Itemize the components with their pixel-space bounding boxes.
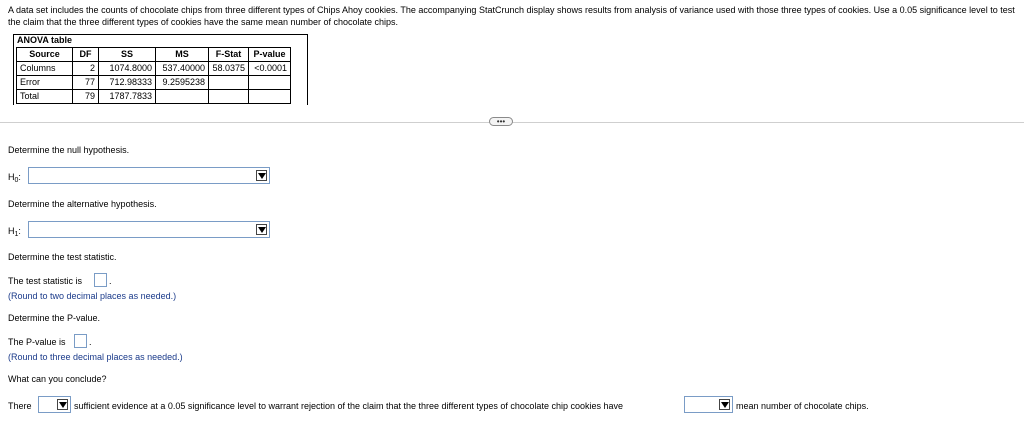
header-ss: SS bbox=[99, 48, 156, 62]
chevron-down-icon[interactable] bbox=[256, 224, 267, 235]
null-hypothesis-dropdown[interactable] bbox=[28, 167, 270, 184]
null-hypothesis-prompt: Determine the null hypothesis. bbox=[8, 145, 130, 155]
cell-ss: 1787.7833 bbox=[99, 90, 156, 104]
h1-colon: : bbox=[18, 226, 21, 236]
cell-ms: 9.2595238 bbox=[156, 76, 209, 90]
header-df: DF bbox=[73, 48, 99, 62]
header-fstat: F-Stat bbox=[209, 48, 249, 62]
problem-statement: A data set includes the counts of chocolate chips from three different types of Chips Ahoy cookies. The accompanying StatCrunch display shows results from analysis of variance used with those three types of cookies. Use a 0.05 significance level to test the claim that the three different types of cookies have the same mean number of chocolate chips. bbox=[8, 5, 1015, 27]
mean-comparison-dropdown[interactable] bbox=[684, 396, 733, 413]
cell-fstat: 58.0375 bbox=[209, 62, 249, 76]
expand-more-button[interactable]: ••• bbox=[489, 117, 513, 126]
header-pvalue: P-value bbox=[249, 48, 291, 62]
cell-fstat bbox=[209, 76, 249, 90]
cell-ms: 537.40000 bbox=[156, 62, 209, 76]
conclusion-middle-text: sufficient evidence at a 0.05 significance level to warrant rejection of the claim that the three different types of chocolate chip cookies have bbox=[74, 401, 623, 411]
cell-pvalue bbox=[249, 90, 291, 104]
cell-df: 79 bbox=[73, 90, 99, 104]
p-value-hint: (Round to three decimal places as needed.) bbox=[8, 352, 183, 362]
h0-colon: : bbox=[18, 172, 21, 182]
conclusion-there-label: There bbox=[8, 401, 32, 411]
h0-label bbox=[8, 172, 21, 184]
anova-header-row bbox=[17, 48, 291, 62]
test-statistic-line bbox=[8, 276, 82, 286]
test-statistic-label: The test statistic is bbox=[8, 276, 83, 286]
h1-label bbox=[8, 226, 21, 238]
cell-source: Error bbox=[17, 76, 73, 90]
cell-fstat bbox=[209, 90, 249, 104]
header-source: Source bbox=[17, 48, 73, 62]
cell-ss: 712.98333 bbox=[99, 76, 156, 90]
h1-subscript: 1 bbox=[14, 231, 19, 238]
h0-subscript: 0 bbox=[14, 177, 19, 184]
cell-source: Total bbox=[17, 90, 73, 104]
chevron-down-icon[interactable] bbox=[57, 399, 68, 410]
p-value-period: . bbox=[89, 337, 92, 347]
header-ms: MS bbox=[156, 48, 209, 62]
test-statistic-prompt: Determine the test statistic. bbox=[8, 252, 117, 262]
test-statistic-hint: (Round to two decimal places as needed.) bbox=[8, 291, 177, 301]
test-statistic-period: . bbox=[109, 276, 112, 286]
alt-hypothesis-dropdown[interactable] bbox=[28, 221, 270, 238]
test-statistic-input[interactable] bbox=[94, 273, 107, 287]
p-value-line bbox=[8, 337, 66, 347]
p-value-label: The P-value is bbox=[8, 337, 66, 347]
table-row bbox=[17, 76, 291, 90]
p-value-prompt: Determine the P-value. bbox=[8, 313, 101, 323]
alt-hypothesis-prompt: Determine the alternative hypothesis. bbox=[8, 199, 157, 209]
conclusion-end-text: mean number of chocolate chips. bbox=[736, 401, 869, 411]
chevron-down-icon[interactable] bbox=[719, 399, 730, 410]
chevron-down-icon[interactable] bbox=[256, 170, 267, 181]
cell-pvalue bbox=[249, 76, 291, 90]
conclusion-prompt: What can you conclude? bbox=[8, 374, 107, 384]
cell-source: Columns bbox=[17, 62, 73, 76]
cell-pvalue: <0.0001 bbox=[249, 62, 291, 76]
table-row bbox=[17, 90, 291, 104]
cell-ms bbox=[156, 90, 209, 104]
evidence-dropdown[interactable] bbox=[38, 396, 71, 413]
cell-ss: 1074.8000 bbox=[99, 62, 156, 76]
h0-letter: H bbox=[8, 172, 15, 182]
table-row bbox=[17, 62, 291, 76]
h1-letter: H bbox=[8, 226, 15, 236]
p-value-input[interactable] bbox=[74, 334, 87, 348]
cell-df: 2 bbox=[73, 62, 99, 76]
cell-df: 77 bbox=[73, 76, 99, 90]
anova-table bbox=[16, 47, 291, 104]
anova-table-title: ANOVA table bbox=[17, 35, 73, 45]
